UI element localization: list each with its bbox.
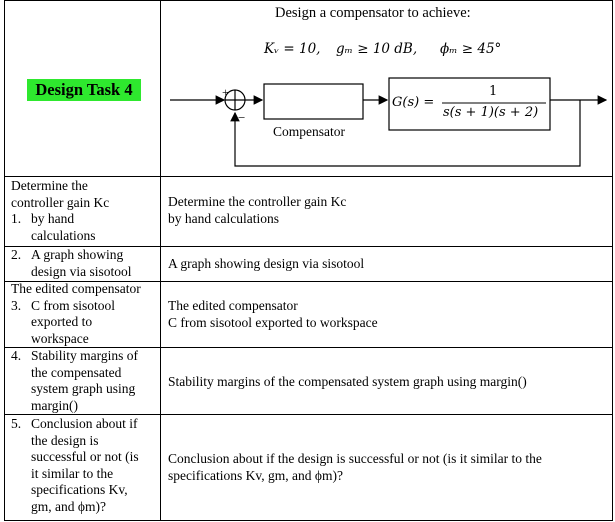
row3-item-line1: C from sisotool — [31, 297, 116, 313]
row3-right — [168, 298, 378, 331]
row2-left — [11, 247, 132, 280]
row4-item-text — [31, 348, 138, 414]
row4-item-line1: Stability margins of — [31, 348, 138, 363]
row3-item — [11, 298, 141, 348]
row4-item-line4: margin() — [31, 397, 78, 413]
row2-item-line2: design via sisotool — [31, 263, 132, 279]
row1-right — [168, 194, 346, 227]
row5-item-line2: the design is — [31, 432, 99, 448]
row4-item-line3: system graph using — [31, 381, 136, 396]
row2-item-text — [31, 247, 132, 280]
row2-item — [11, 247, 132, 280]
table-border-right — [612, 0, 613, 521]
row1-item — [11, 211, 109, 244]
row5-right-line1: Conclusion about if the design is successful or not (is it similar to the — [168, 451, 542, 466]
spec-phase-margin: ϕₘ ≥ 45° — [440, 41, 502, 57]
row3-item-text — [31, 298, 115, 348]
row5-item — [11, 416, 139, 515]
row1-item-line1: by hand — [31, 211, 75, 226]
row4-item — [11, 348, 138, 414]
row3-number: 3. — [11, 297, 22, 313]
row1-intro-line2: controller gain Kc — [11, 194, 110, 210]
row5-left — [11, 416, 139, 515]
row1-left — [11, 178, 109, 244]
table-border-row5 — [4, 414, 613, 415]
row2-item-line1: A graph showing — [31, 247, 124, 262]
compensator-label: Compensator — [273, 124, 345, 139]
table-border-row1 — [4, 176, 613, 177]
header-title: Design a compensator to achieve: — [275, 5, 471, 21]
row4-right-line1: Stability margins of the compensated system graph using margin() — [168, 374, 527, 389]
design-task-label: Design Task 4 — [27, 79, 141, 101]
row3-item-line3: workspace — [31, 330, 89, 346]
row1-intro-line1: Determine the — [11, 178, 88, 193]
row5-item-text — [31, 416, 139, 515]
row5-item-line4: it similar to the — [31, 465, 114, 481]
block-diagram — [160, 60, 612, 176]
plant-lhs: G(s) = — [392, 95, 435, 110]
row5-item-line6: gm, and ϕm)? — [31, 498, 106, 514]
compensator-block — [264, 84, 363, 119]
row1-right-line2: by hand calculations — [168, 210, 279, 226]
row4-right — [168, 374, 527, 391]
spec-kv: Kᵥ = 10, — [264, 41, 321, 57]
row2-number: 2. — [11, 247, 22, 262]
row1-item-text — [31, 211, 95, 244]
row5-right — [168, 451, 542, 484]
row5-right-line2: specifications Kv, gm, and ϕm)? — [168, 467, 343, 483]
row3-item-line2: exported to — [31, 314, 93, 329]
sum-minus-sign: − — [238, 110, 246, 125]
row3-right-line1: The edited compensator — [168, 298, 298, 313]
row2-right — [168, 256, 364, 273]
row1-item-line2: calculations — [31, 227, 96, 243]
row5-number: 5. — [11, 416, 22, 431]
row2-right-line1: A graph showing design via sisotool — [168, 256, 365, 271]
table-border-left — [4, 0, 5, 521]
row3-right-line2: C from sisotool exported to workspace — [168, 314, 378, 330]
row1-right-line1: Determine the controller gain Kc — [168, 194, 347, 209]
table-border-top — [4, 0, 613, 1]
plant-denominator: s(s + 1)(s + 2) — [443, 105, 539, 120]
sum-plus-sign: + — [222, 85, 229, 99]
row4-item-line2: the compensated — [31, 364, 122, 380]
row5-item-line3: successful or not (is — [31, 449, 139, 464]
row1-number: 1. — [11, 211, 22, 226]
spec-gm: gₘ ≥ 10 dB, — [336, 41, 418, 57]
row3-intro-line1: The edited compensator — [11, 281, 141, 296]
row5-item-line1: Conclusion about if — [31, 416, 138, 431]
table-border-bottom — [4, 520, 613, 521]
plant-numerator: 1 — [489, 84, 498, 99]
row4-left — [11, 348, 138, 414]
row3-left — [11, 281, 141, 347]
row4-number: 4. — [11, 348, 22, 363]
row5-item-line5: specifications Kv, — [31, 482, 128, 497]
